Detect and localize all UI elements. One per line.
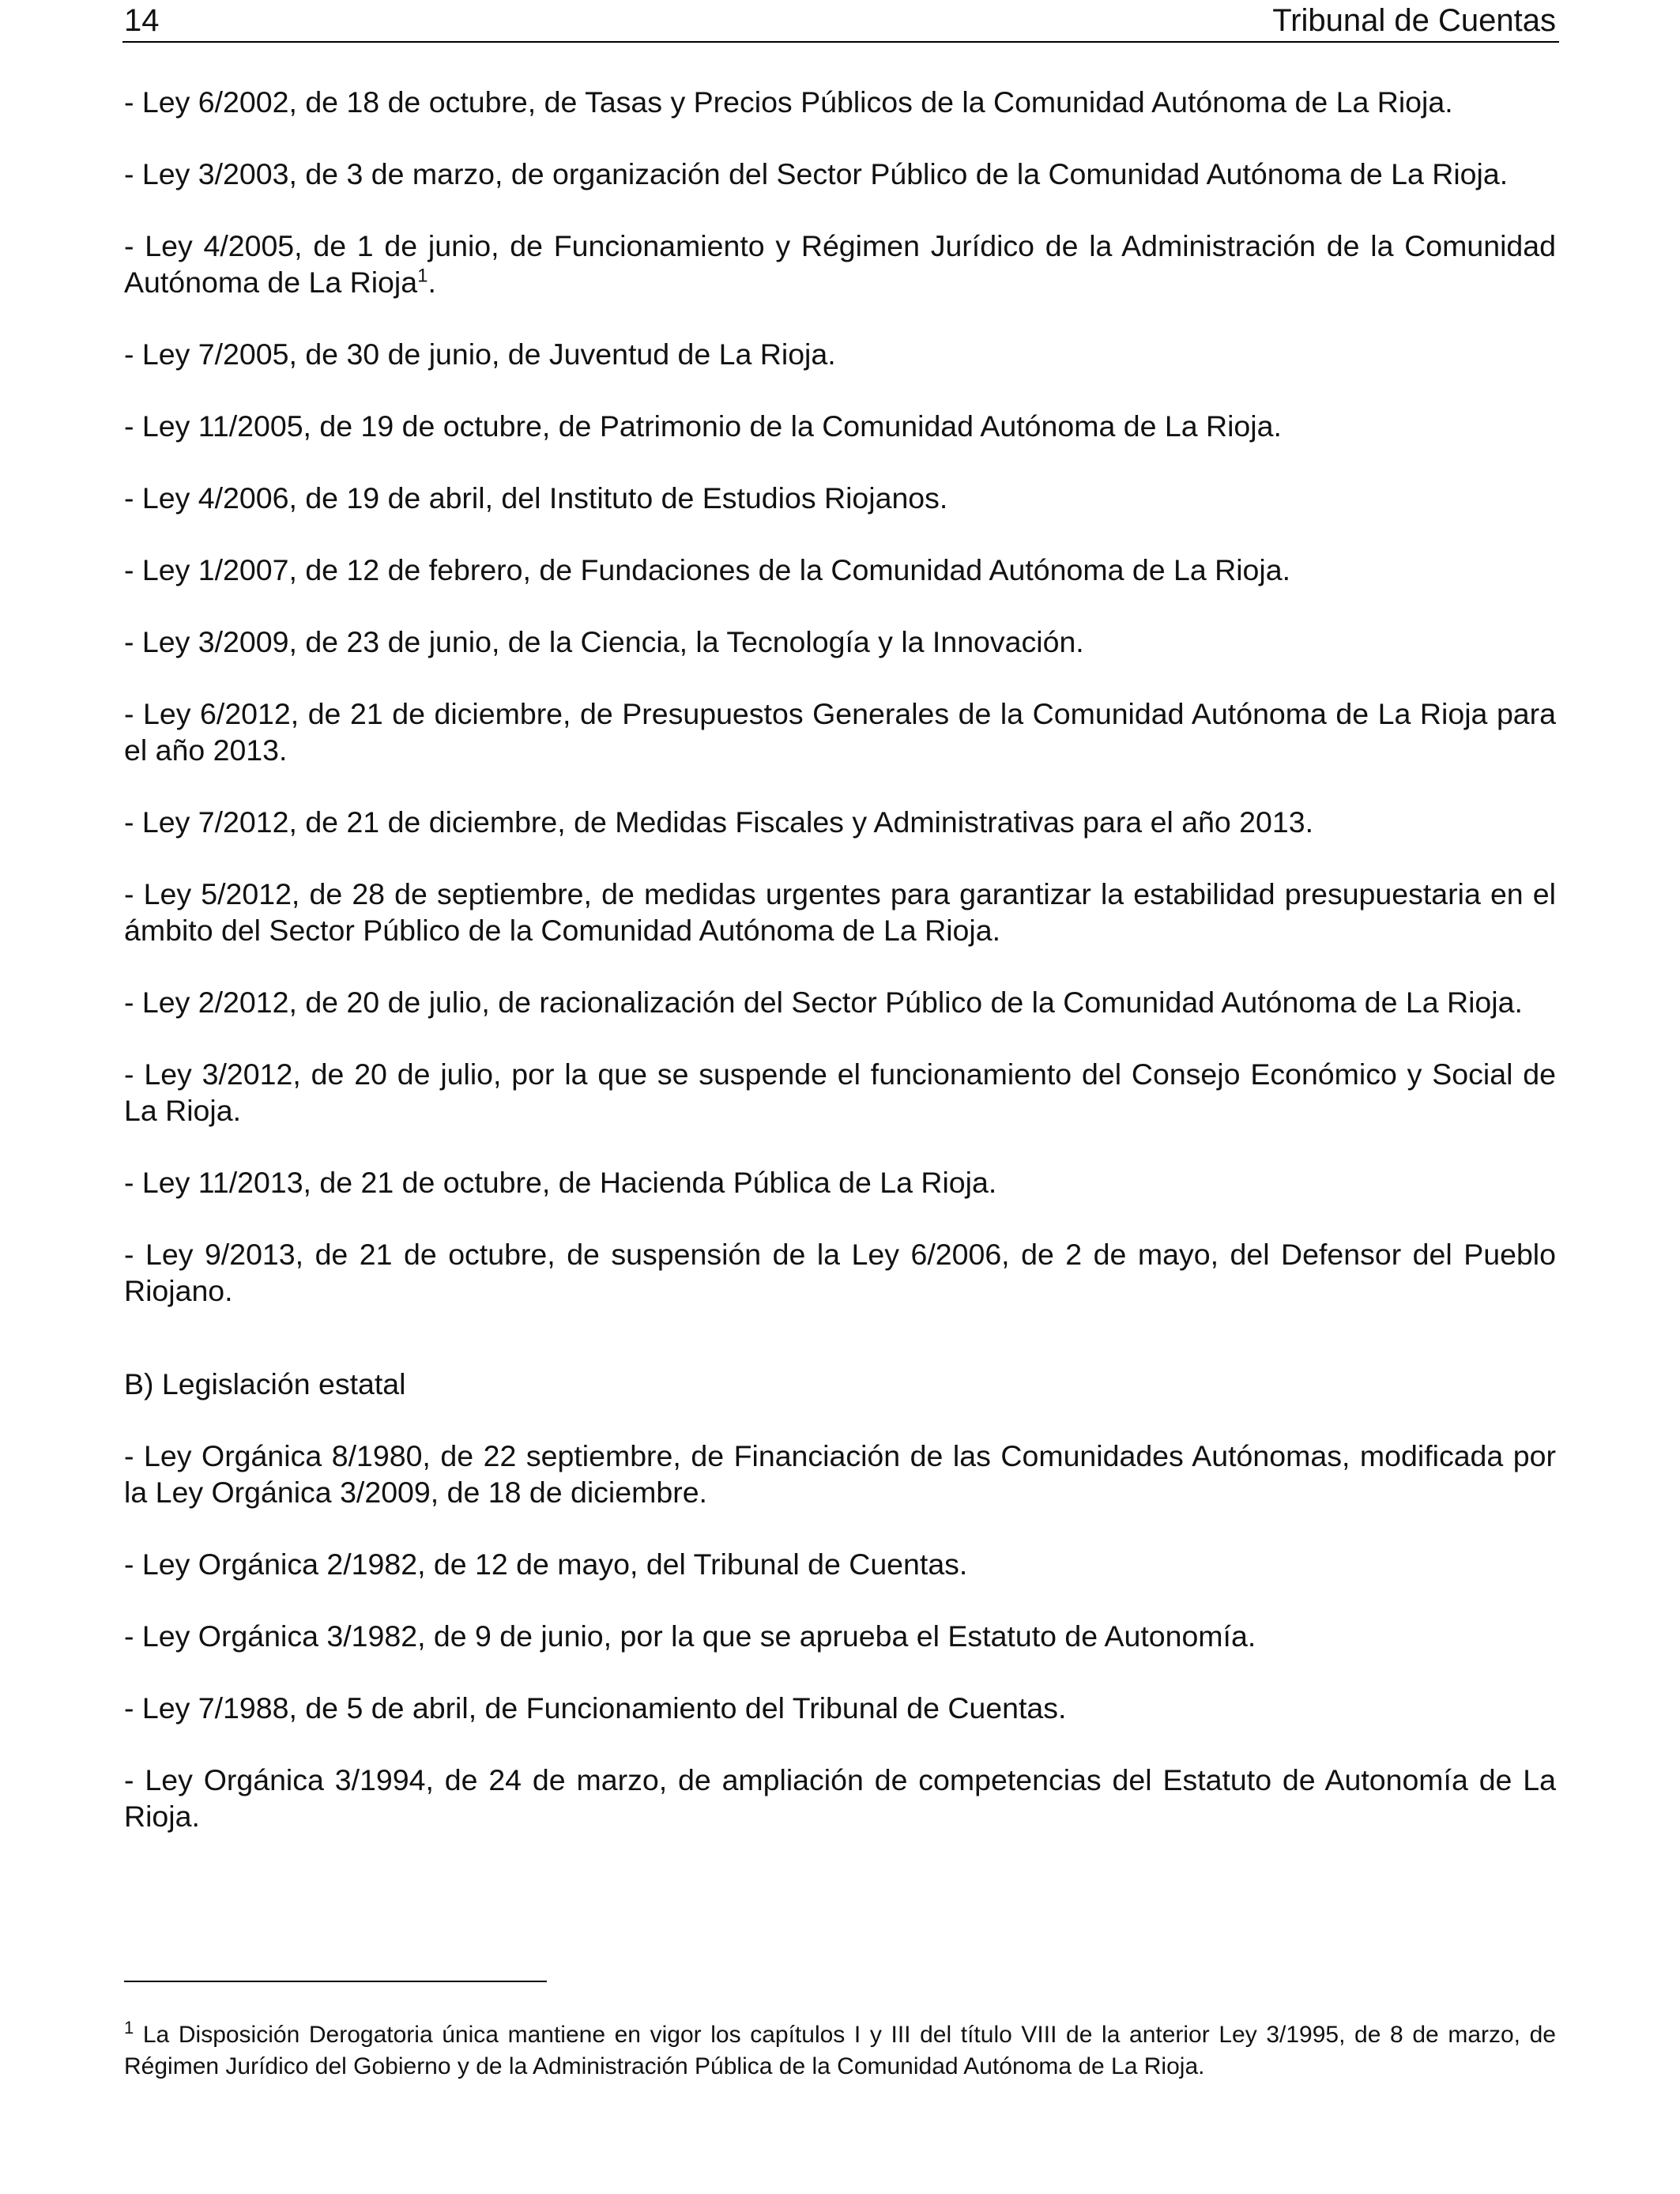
law-item: [124, 228, 1556, 300]
footnote: [124, 2019, 1556, 2083]
page-number: 14: [124, 3, 160, 38]
law-item: - Ley 3/2009, de 23 de junio, de la Ciencia, la Tecnología y la Innovación.: [124, 625, 1084, 658]
document-body: [124, 84, 1556, 1870]
law-item: - Ley 3/2012, de 20 de julio, por la que se suspende el funcionamiento del Consejo Económico y Social de La Rioja.: [124, 1057, 1556, 1127]
footnote-divider: [124, 1981, 547, 1982]
footnote-reference[interactable]: 1: [417, 265, 428, 287]
law-item: - Ley Orgánica 2/1982, de 12 de mayo, del Tribunal de Cuentas.: [124, 1547, 968, 1581]
section-heading: B) Legislación estatal: [124, 1367, 406, 1400]
law-item: - Ley 6/2012, de 21 de diciembre, de Presupuestos Generales de la Comunidad Autónoma de La Rioja para el año 2013.: [124, 697, 1556, 767]
footnote-marker: 1: [124, 2018, 134, 2038]
law-item: - Ley 7/2005, de 30 de junio, de Juventud de La Rioja.: [124, 337, 836, 371]
law-item: - Ley Orgánica 3/1982, de 9 de junio, por la que se aprueba el Estatuto de Autonomía.: [124, 1619, 1256, 1653]
footnote-text: La Disposición Derogatoria única mantiene en vigor los capítulos I y III del título VIII de la anterior Ley 3/1995, de 8 de marzo, de Régimen Jurídico del Gobierno y de la Administración Pública de la Comunidad Autónoma de La Rioja.: [124, 2022, 1556, 2079]
law-item: - Ley 11/2013, de 21 de octubre, de Hacienda Pública de La Rioja.: [124, 1166, 997, 1199]
law-item: - Ley 1/2007, de 12 de febrero, de Fundaciones de la Comunidad Autónoma de La Rioja.: [124, 553, 1291, 586]
law-item: - Ley 9/2013, de 21 de octubre, de suspensión de la Ley 6/2006, de 2 de mayo, del Defensor del Pueblo Riojano.: [124, 1238, 1556, 1307]
law-item: - Ley 2/2012, de 20 de julio, de racionalización del Sector Público de la Comunidad Autónoma de La Rioja.: [124, 986, 1523, 1019]
law-item: - Ley Orgánica 3/1994, de 24 de marzo, de ampliación de competencias del Estatuto de Autonomía de La Rioja.: [124, 1763, 1556, 1833]
law-item-trailing: .: [428, 266, 436, 299]
law-item: - Ley 3/2003, de 3 de marzo, de organización del Sector Público de la Comunidad Autónoma de La Rioja.: [124, 157, 1509, 190]
law-item: - Ley 6/2002, de 18 de octubre, de Tasas y Precios Públicos de la Comunidad Autónoma de La Rioja.: [124, 85, 1453, 119]
law-item: - Ley 7/1988, de 5 de abril, de Funcionamiento del Tribunal de Cuentas.: [124, 1691, 1067, 1725]
law-item: - Ley Orgánica 8/1980, de 22 septiembre, de Financiación de las Comunidades Autónomas, modificada por la Ley Orgánica 3/2009, de 18 de diciembre.: [124, 1439, 1556, 1509]
law-item: - Ley 11/2005, de 19 de octubre, de Patrimonio de la Comunidad Autónoma de La Rioja.: [124, 409, 1282, 443]
law-item: - Ley 4/2006, de 19 de abril, del Instituto de Estudios Riojanos.: [124, 481, 948, 515]
law-item-text: - Ley 4/2005, de 1 de junio, de Funcionamiento y Régimen Jurídico de la Administración de la Comunidad Autónoma de La Rioja: [124, 229, 1556, 299]
law-item: - Ley 7/2012, de 21 de diciembre, de Medidas Fiscales y Administrativas para el año 2013.: [124, 805, 1314, 839]
page-header: [122, 0, 1559, 43]
running-title: Tribunal de Cuentas: [1272, 3, 1556, 38]
law-item: - Ley 5/2012, de 28 de septiembre, de medidas urgentes para garantizar la estabilidad presupuestaria en el ámbito del Sector Público de la Comunidad Autónoma de La Rioja.: [124, 877, 1556, 947]
